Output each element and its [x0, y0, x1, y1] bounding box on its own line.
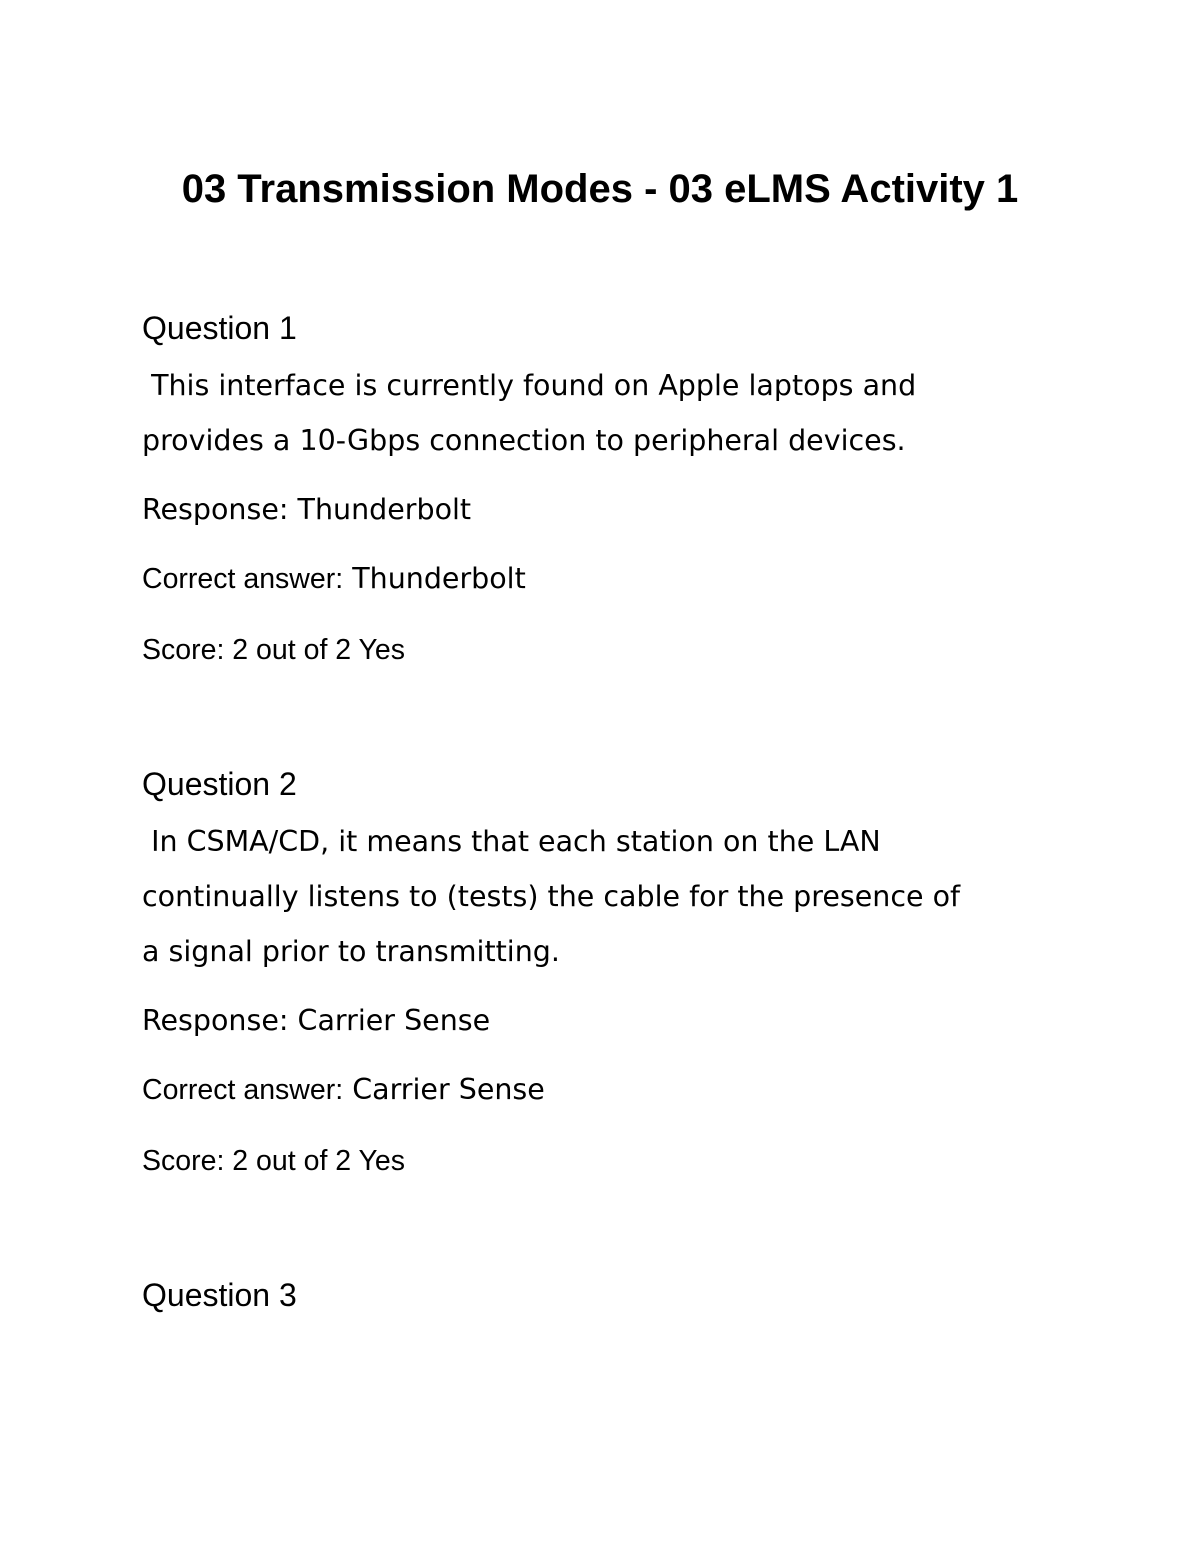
question-2-correct-answer — [142, 1070, 545, 1111]
question-2-score: Score: 2 out of 2 Yes — [142, 1145, 406, 1177]
question-1-response — [142, 490, 471, 530]
question-1-heading: Question 1 — [142, 310, 297, 346]
question-3-heading: Question 3 — [142, 1277, 297, 1313]
response-label: Response: — [142, 1004, 289, 1037]
question-1-prompt: This interface is currently found on Apple laptops and provides a 10-Gbps connection to peripheral devices. — [142, 369, 917, 457]
question-2-response — [142, 1001, 490, 1041]
response-value: Thunderbolt — [288, 493, 472, 526]
correct-answer-value: Carrier Sense — [343, 1073, 545, 1106]
correct-answer-label: Correct answer: — [142, 1074, 344, 1106]
question-2-heading: Question 2 — [142, 766, 297, 802]
question-1-correct-answer — [142, 559, 526, 600]
response-label: Response: — [142, 493, 289, 526]
response-value: Carrier Sense — [288, 1004, 491, 1037]
correct-answer-value: Thunderbolt — [343, 562, 526, 595]
correct-answer-label: Correct answer: — [142, 563, 344, 595]
question-1-score: Score: 2 out of 2 Yes — [142, 634, 406, 666]
question-2-prompt: In CSMA/CD, it means that each station on the LAN continually listens to (tests) the cable for the presence of a signal prior to transmitting. — [142, 825, 961, 968]
document-title: 03 Transmission Modes - 03 eLMS Activity 1 — [181, 167, 1019, 211]
